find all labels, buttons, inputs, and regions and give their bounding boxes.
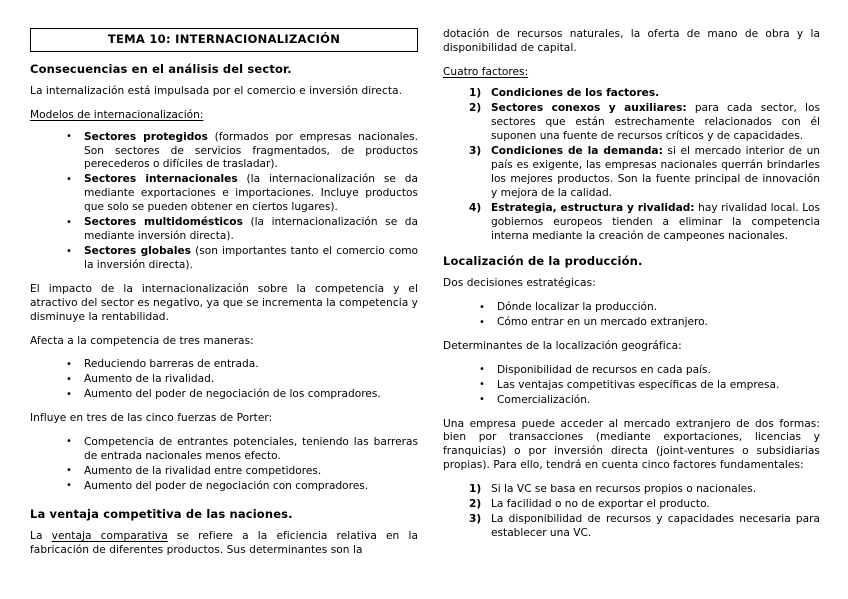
list-item-term: Estrategia, estructura y rivalidad:	[491, 202, 695, 215]
list-item: • Aumento del poder de negociación de los compradores.	[66, 388, 418, 402]
paragraph-dos-decisiones: Dos decisiones estratégicas:	[443, 277, 596, 290]
list-item-text: hay rivalidad local. Los gobiernos europeos tienden a eliminar la competencia interna mediante la creación de campeones nacionales.	[491, 202, 821, 242]
paragraph-determinantes: Determinantes de la localización geográfica:	[443, 340, 682, 353]
list-item: • Aumento de la rivalidad entre competidores.	[66, 465, 418, 479]
list-item	[66, 216, 418, 244]
list-item-term: Sectores internacionales	[84, 173, 238, 186]
heading-consecuencias: Consecuencias en el análisis del sector.	[30, 61, 292, 76]
paragraph-internalizacion: La internalización está impulsada por el comercio e inversión directa.	[30, 85, 403, 98]
list-decisiones-estrategicas	[443, 301, 820, 330]
list-cuatro-factores	[443, 87, 820, 244]
list-item: • Dónde localizar la producción.	[479, 301, 820, 315]
list-item-text: (la internacionalización se da mediante exportaciones e importaciones. Incluye productos que solo se pueden obtener en ciertos lugares).	[84, 173, 418, 214]
document-title: TEMA 10: INTERNACIONALIZACIÓN	[30, 28, 418, 52]
list-item: La disponibilidad de recursos y capacidades necesaria para establecer una VC.	[491, 512, 820, 539]
list-item: • Aumento de la rivalidad.	[66, 373, 418, 387]
list-item-term: Condiciones de los factores.	[491, 87, 660, 100]
list-item	[469, 87, 820, 101]
heading-ventaja-competitiva: La ventaja competitiva de las naciones.	[30, 506, 293, 521]
list-item: • Comercialización.	[479, 394, 820, 408]
list-item-text: para cada sector, los sectores que están estrechamente relacionados con él suponen una fuente de recursos críticos y de capacidades.	[491, 102, 820, 143]
list-item-term: Condiciones de la demanda:	[491, 145, 663, 158]
list-item	[469, 102, 820, 144]
list-item: • Competencia de entrantes potenciales, teniendo las barreras de entrada nacionales menos efecto.	[66, 436, 418, 464]
list-cinco-factores	[443, 483, 820, 541]
list-item: • Las ventajas competitivas específicas de la empresa.	[479, 379, 820, 393]
underlined-term: ventaja comparativa	[51, 530, 168, 543]
list-item-text: (son importantes tanto el comercio como la inversión directa).	[84, 245, 418, 272]
left-column	[30, 28, 418, 568]
list-item	[66, 245, 418, 273]
list-determinantes-localizacion	[443, 364, 820, 408]
list-item-text: si el mercado interior de un país es exigente, las empresas nacionales querrán brindarles los mejores productos. Son la fuente principal de innovación y mejora de la calidad.	[491, 145, 821, 200]
list-item: • Disponibilidad de recursos en cada país.	[479, 364, 820, 378]
paragraph-acceso-mercado: Una empresa puede acceder al mercado extranjero de dos formas: bien por transacciones (mediante exportaciones, licencias y franquicias) o por inversión directa (joint-ventures o subsidiarias propias). Para ello, tendrá en cuenta cinco factores fundamentales:	[443, 417, 820, 471]
list-modelos-internacionalizacion	[30, 131, 418, 274]
paragraph-fuerzas-porter: Influye en tres de las cinco fuerzas de Porter:	[30, 412, 273, 425]
paragraph-afecta-competencia: Afecta a la competencia de tres maneras:	[30, 334, 254, 347]
list-item	[469, 145, 820, 201]
heading-localizacion-produccion: Localización de la producción.	[443, 253, 643, 268]
paragraph-ventaja-comparativa	[30, 530, 418, 558]
list-item	[66, 173, 418, 215]
paragraph-prefix: La	[30, 530, 52, 543]
list-item-text: (formados por empresas nacionales. Son sectores de servicios fragmentados, de productos perecederos o difíciles de trasladar).	[84, 130, 419, 171]
list-item	[66, 131, 418, 173]
right-column	[443, 28, 820, 551]
list-item: Si la VC se basa en recursos propios o nacionales.	[491, 482, 757, 495]
list-item: • Aumento del poder de negociación con compradores.	[66, 480, 418, 494]
list-maneras-competencia	[30, 358, 418, 402]
list-item	[469, 202, 820, 244]
subheading-modelos: Modelos de internacionalización:	[30, 108, 204, 121]
list-item: • Reduciendo barreras de entrada.	[66, 358, 418, 372]
list-item-term: Sectores globales	[84, 245, 191, 258]
list-item-term: Sectores multidomésticos	[84, 216, 243, 229]
list-item-term: Sectores protegidos	[84, 130, 208, 143]
paragraph-dotacion-recursos: dotación de recursos naturales, la oferta de mano de obra y la disponibilidad de capital.	[443, 28, 820, 54]
list-item: • Cómo entrar en un mercado extranjero.	[479, 316, 820, 330]
list-item-text: (la internacionalización se da mediante inversión directa).	[84, 216, 418, 243]
paragraph-suffix: se refiere a la eficiencia relativa en la fabricación de diferentes productos. Sus determinantes son la	[30, 530, 418, 556]
list-item: La facilidad o no de exportar el producto.	[491, 497, 710, 510]
list-fuerzas-porter	[30, 436, 418, 494]
list-item-term: Sectores conexos y auxiliares:	[491, 102, 687, 115]
subheading-cuatro-factores: Cuatro factores:	[443, 65, 529, 78]
paragraph-impacto: El impacto de la internacionalización sobre la competencia y el atractivo del sector es negativo, ya que se incrementa la competencia y disminuye la rentabilidad.	[30, 283, 418, 323]
